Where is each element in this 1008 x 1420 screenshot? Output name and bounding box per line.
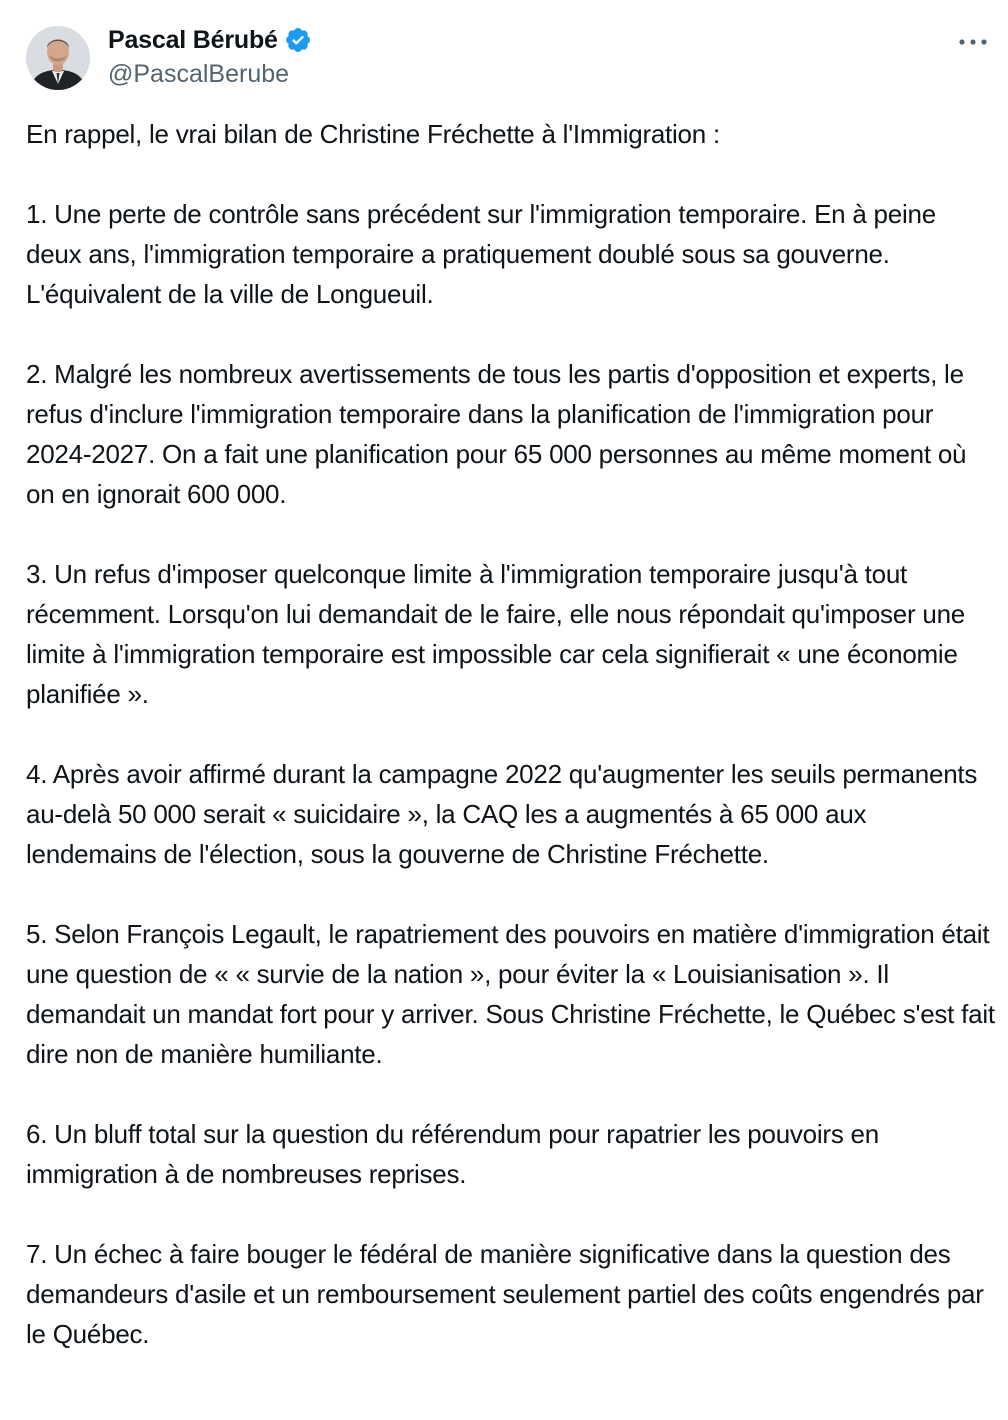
verified-badge-icon[interactable] (284, 26, 312, 54)
author-display-name[interactable]: Pascal Bérubé (108, 25, 278, 54)
more-options-button[interactable] (948, 22, 998, 62)
tweet-paragraph-6: 6. Un bluff total sur la question du référendum pour rapatrier les pouvoirs en immigration à de nombreuses reprises. (26, 1119, 879, 1189)
tweet-paragraph-intro: En rappel, le vrai bilan de Christine Fréchette à l'Immigration : (26, 119, 720, 149)
tweet-paragraph-4: 4. Après avoir affirmé durant la campagne 2022 qu'augmenter les seuils permanents au-delà 50 000 serait « suicidaire », la CAQ les a augmentés à 65 000 aux lendemains de l'élection, sous la gouverne de Christine Fréchette. (26, 759, 978, 869)
tweet-paragraph-5: 5. Selon François Legault, le rapatriement des pouvoirs en matière d'immigration était une question de « « survie de la nation », pour éviter la « Louisianisation ». Il demandait un mandat fort pour y arriver. Sous Christine Fréchette, le Québec s'est fait dire non de manière humiliante. (26, 919, 995, 1069)
tweet-paragraph-7: 7. Un échec à faire bouger le fédéral de manière significative dans la question des demandeurs d'asile et un remboursement seulement partiel des coûts engendrés par le Québec. (26, 1239, 984, 1349)
avatar[interactable] (26, 26, 90, 90)
tweet-text (26, 114, 996, 1354)
author-name-row (108, 22, 312, 58)
author-block (108, 22, 312, 90)
avatar-image (26, 26, 90, 90)
tweet-paragraph-3: 3. Un refus d'imposer quelconque limite à l'immigration temporaire jusqu'à tout récemment. Lorsqu'on lui demandait de le faire, elle nous répondait qu'imposer une limite à l'immigration temporaire est impossible car cela signifierait « une économie planifiée ». (26, 559, 965, 709)
tweet-paragraph-1: 1. Une perte de contrôle sans précédent sur l'immigration temporaire. En à peine deux ans, l'immigration temporaire a pratiquement doublé sous sa gouverne. L'équivalent de la ville de Longueuil. (26, 199, 936, 309)
author-handle[interactable]: @PascalBerube (108, 60, 290, 88)
more-options-icon (958, 38, 988, 46)
tweet-paragraph-2: 2. Malgré les nombreux avertissements de tous les partis d'opposition et experts, le refus d'inclure l'immigration temporaire dans la planification de l'immigration pour 2024-2027. On a fait une planification pour 65 000 personnes au même moment où on en ignorait 600 000. (26, 359, 967, 509)
